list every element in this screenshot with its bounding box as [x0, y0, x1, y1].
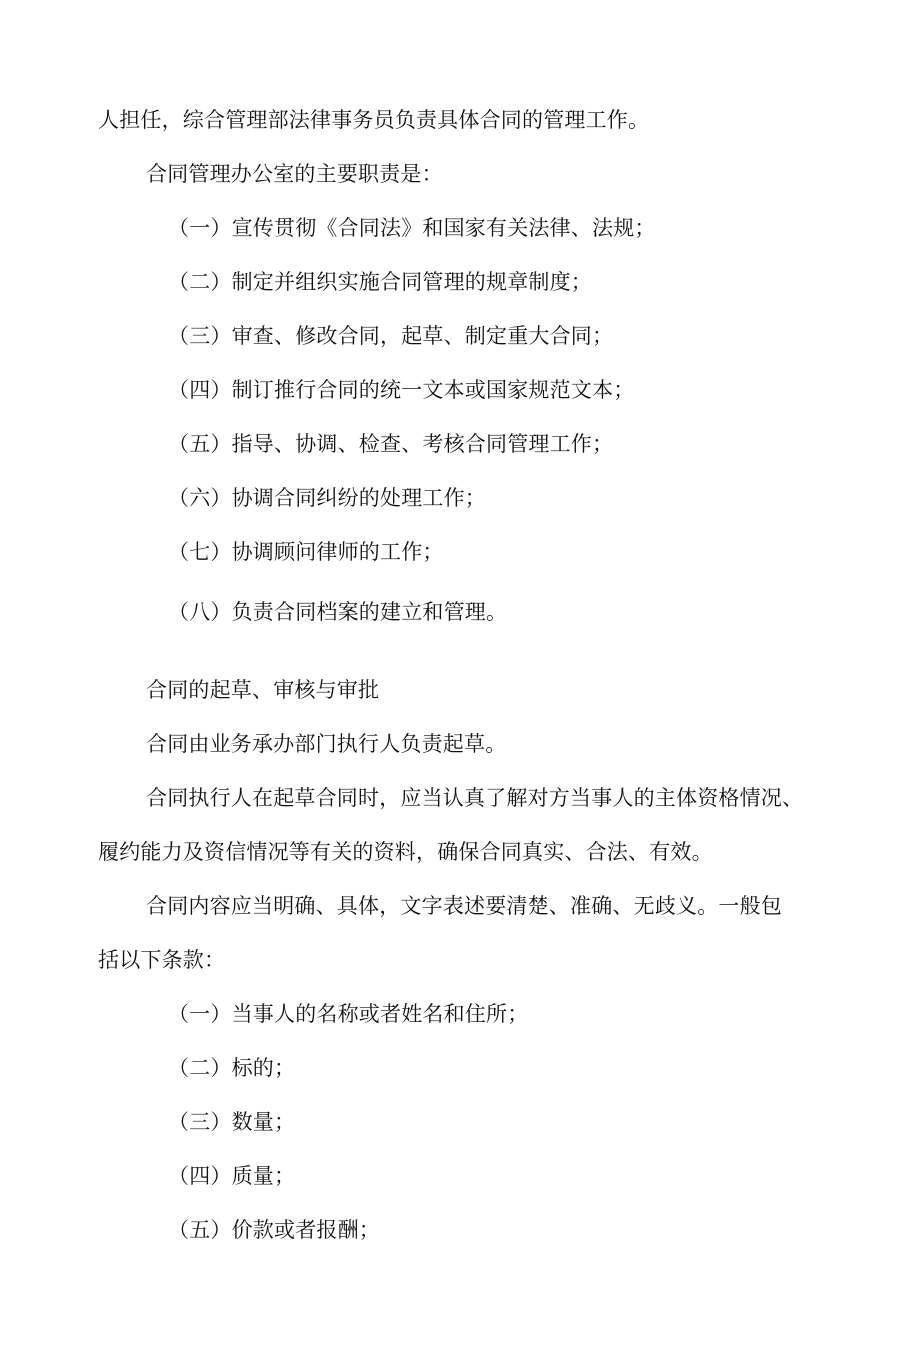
list-item: （七）协调顾问律师的工作； — [168, 540, 444, 564]
text-line: 合同执行人在起草合同时，应当认真了解对方当事人的主体资格情况、 — [146, 786, 804, 810]
list-item: （五）指导、协调、检查、考核合同管理工作； — [168, 432, 614, 456]
text-line: 人担任，综合管理部法律事务员负责具体合同的管理工作。 — [98, 108, 650, 132]
list-item: （八）负责合同档案的建立和管理。 — [168, 600, 508, 624]
text-line: 合同管理办公室的主要职责是： — [146, 162, 443, 186]
list-item: （四）质量； — [168, 1164, 296, 1188]
list-item: （一）宣传贯彻《合同法》和国家有关法律、法规； — [168, 216, 656, 240]
list-item: （二）制定并组织实施合同管理的规章制度； — [168, 270, 592, 294]
text-line: 合同内容应当明确、具体，文字表述要清楚、准确、无歧义。一般包 — [146, 894, 782, 918]
text-line: 履约能力及资信情况等有关的资料，确保合同真实、合法、有效。 — [98, 840, 713, 864]
text-line: 括以下条款： — [98, 948, 226, 972]
list-item: （三）审查、修改合同，起草、制定重大合同； — [168, 324, 614, 348]
list-item: （一）当事人的名称或者姓名和住所； — [168, 1002, 529, 1026]
list-item: （五）价款或者报酬； — [168, 1218, 380, 1242]
text-line: 合同由业务承办部门执行人负责起草。 — [146, 732, 507, 756]
list-item: （三）数量； — [168, 1110, 296, 1134]
list-item: （六）协调合同纠纷的处理工作； — [168, 486, 486, 510]
list-item: （二）标的； — [168, 1056, 296, 1080]
list-item: （四）制订推行合同的统一文本或国家规范文本； — [168, 378, 635, 402]
section-heading: 合同的起草、审核与审批 — [146, 678, 380, 702]
